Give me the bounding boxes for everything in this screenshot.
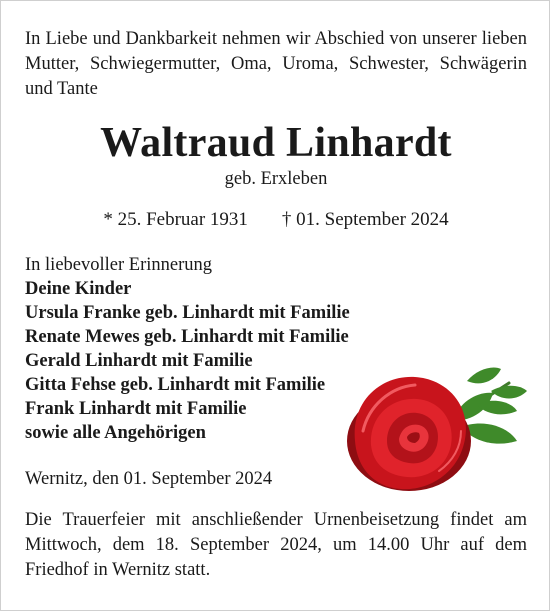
red-rose-icon	[341, 361, 531, 496]
mourner-line: Ursula Franke geb. Linhardt mit Familie	[25, 303, 350, 323]
death-date: † 01. September 2024	[281, 209, 449, 230]
mourner-line: Frank Linhardt mit Familie	[25, 399, 247, 419]
deceased-name: Waltraud Linhardt	[100, 120, 452, 166]
intro-text: In Liebe und Dankbarkeit nehmen wir Abschied von unserer lieben Mutter, Schwiegermutter, Oma, Uroma, Schwester, Schwägerin und Tante	[25, 29, 527, 99]
place-and-date: Wernitz, den 01. September 2024	[25, 469, 273, 489]
mourner-line: Gitta Fehse geb. Linhardt mit Familie	[25, 375, 326, 395]
rose-leaf	[491, 386, 527, 399]
mourners-block	[25, 253, 385, 445]
birth-date: * 25. Februar 1931	[103, 209, 248, 230]
mourner-line: sowie alle Angehörigen	[25, 423, 206, 443]
mourner-line: Deine Kinder	[25, 279, 132, 299]
rose-leaf	[467, 368, 501, 384]
mourners-heading: In liebevoller Erinnerung	[25, 255, 212, 275]
service-details: Die Trauerfeier mit anschließender Urnenbeisetzung findet am Mittwoch, dem 18. September 2024, um 14.00 Uhr auf dem Friedhof in Wernitz statt.	[25, 510, 527, 580]
mourner-line: Renate Mewes geb. Linhardt mit Familie	[25, 327, 349, 347]
mourner-line: Gerald Linhardt mit Familie	[25, 351, 253, 371]
life-dates	[1, 208, 550, 232]
maiden-name: geb. Erxleben	[224, 169, 328, 189]
rose-leaf	[477, 401, 517, 415]
